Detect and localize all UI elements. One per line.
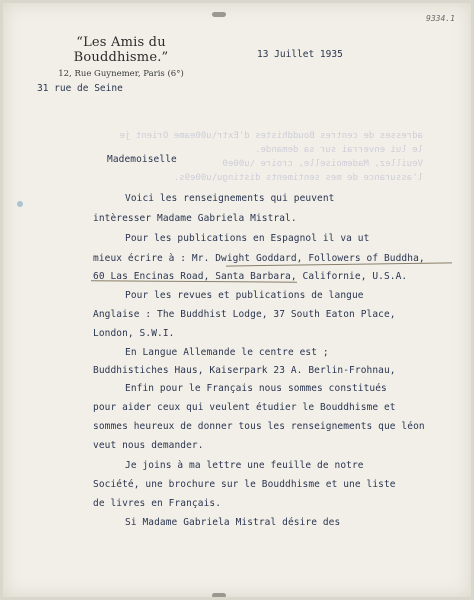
body-line: mieux écrire à : Mr. Dwight Goddard, Followers of Buddha, [93,253,425,264]
recipient-street: 31 rue de Seine [37,83,123,94]
body-line: sommes heureux de donner tous les renseignements que léon [93,421,425,432]
body-line: Société, une brochure sur le Bouddhisme et une liste [93,479,396,490]
body-line: Si Madame Gabriela Mistral désire des [125,517,341,528]
society-address: 12, Rue Guynemer, Paris (6°) [58,69,184,79]
body-line: de livres en Français. [93,498,222,509]
body-line: Buddhistiches Haus, Kaiserpark 23 A. Berlin-Frohnau, [93,365,396,376]
body-line: Pour les publications en Espagnol il va ut [125,233,370,244]
body-line: Enfin pour le Français nous sommes constitués [125,383,387,394]
body-line: Anglaise : The Buddhist Lodge, 37 South Eaton Place, [93,309,396,320]
archive-reference: 9334.1 [426,14,455,23]
letterhead [31,35,211,79]
punch-hole-top [212,12,226,17]
underline-mark [91,280,297,282]
body-line: Pour les revues et publications de langue [125,290,364,301]
body-line: intèresser Madame Gabriela Mistral. [93,213,297,224]
society-name: “Les Amis du Bouddhisme.” [73,35,169,65]
body-line: Je joins à ma lettre une feuille de notre [125,460,364,471]
salutation: Mademoiselle [107,154,177,165]
punch-hole-bottom [212,593,226,597]
body-line: Voici les renseignements qui peuvent [125,193,335,204]
bleed-through-text: adresses de centres Bouddhistes d'Extr\u00eame Orient je le lui enverrai sur sa demande. Veuillez, Mademoiselle, croire \u00e0 l'assurance de mes sentiments distingu\u00e9s. [119,131,423,183]
body-line: pour aider ceux qui veulent étudier le Bouddhisme et [93,402,396,413]
body-line: En Langue Allemande le centre est ; [125,347,329,358]
body-line: veut nous demander. [93,440,204,451]
ink-mark [17,201,23,207]
letter-date: 13 Juillet 1935 [257,49,343,60]
body-line: 60 Las Encinas Road, Santa Barbara, Californie, U.S.A. [93,271,408,282]
body-line: London, S.W.I. [93,328,175,339]
letter-page [3,3,471,597]
